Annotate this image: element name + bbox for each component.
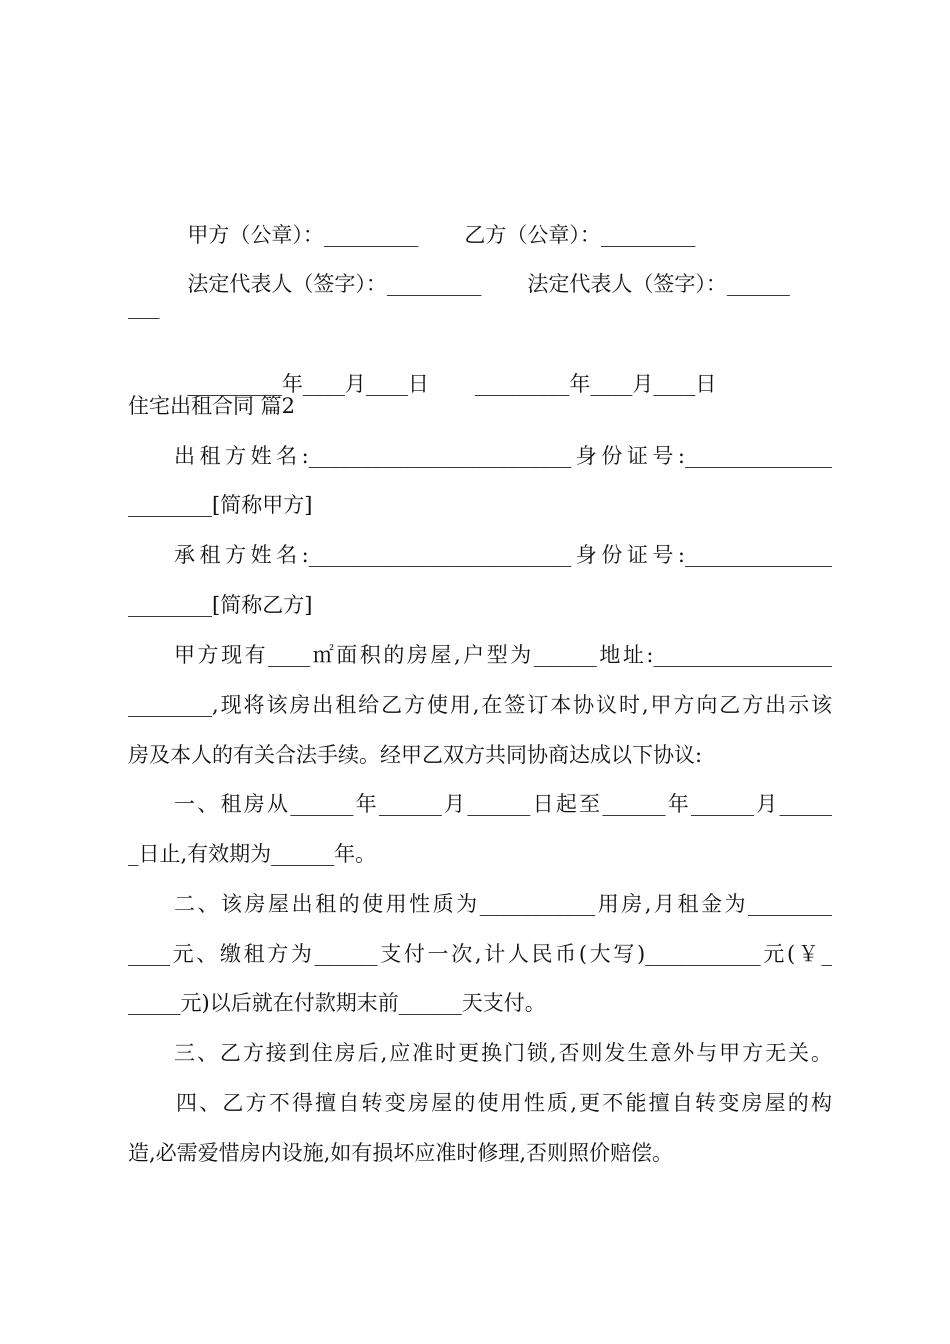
party-b-date-field: _________年____月____日 (474, 372, 717, 396)
party-b-seal-field: 乙方（公章）：_________ (464, 223, 696, 247)
contract-heading: 住宅出租合同 篇2 (128, 394, 296, 418)
clause-2-line-1: 二、该房屋出租的使用性质为___________用房,月租金为________ (174, 892, 832, 916)
lessee-name-line: 承租方姓名:_________________________身份证号:______________ (174, 543, 832, 567)
party-a-date-field: _________年____月____日 (187, 372, 429, 396)
property-line-3: 房及本人的有关合法手续。经甲乙双方共同协商达成以下协议: (128, 743, 703, 767)
clause-4-line-2: 造,必需爱惜房内设施,如有损坏应准时修理,否则照价赔偿。 (128, 1141, 674, 1165)
lessor-name-line: 出租方姓名:_________________________身份证号:______________ (174, 444, 832, 468)
signature-row-representative (174, 242, 832, 298)
clause-2-line-2: ____元、缴租方为______支付一次,计人民币(大写)___________元(￥_ (128, 942, 832, 966)
lessor-abbr-line: ________[简称甲方] (128, 493, 313, 517)
clause-4-line-1: 四、乙方不得擅自转变房屋的使用性质,更不能擅自转变房屋的构 (176, 1091, 832, 1115)
signature-row-seal (174, 193, 832, 249)
party-b-rep-continuation: ___ (128, 295, 160, 319)
party-a-rep-field: 法定代表人（签字）：_________ (187, 272, 482, 296)
party-a-seal-field: 甲方（公章）：_________ (187, 223, 419, 247)
party-b-rep-field: 法定代表人（签字）：______ (527, 272, 790, 296)
clause-1-line-2: _日止,有效期为______年。 (128, 842, 377, 866)
lessee-abbr-line: ________[简称乙方] (128, 593, 313, 617)
property-line-1: 甲方现有____㎡面积的房屋,户型为______地址:_________________ (174, 643, 832, 667)
clause-2-line-3: _____元)以后就在付款期末前______天支付。 (128, 991, 546, 1015)
clause-1-line-1: 一、租房从______年______月______日起至______年______月_____ (174, 792, 832, 816)
signature-row-date (174, 342, 832, 398)
property-line-2: ________,现将该房出租给乙方使用,在签订本协议时,甲方向乙方出示该 (128, 693, 832, 717)
clause-3-line-1: 三、乙方接到住房后,应准时更换门锁,否则发生意外与甲方无关。 (174, 1041, 832, 1065)
